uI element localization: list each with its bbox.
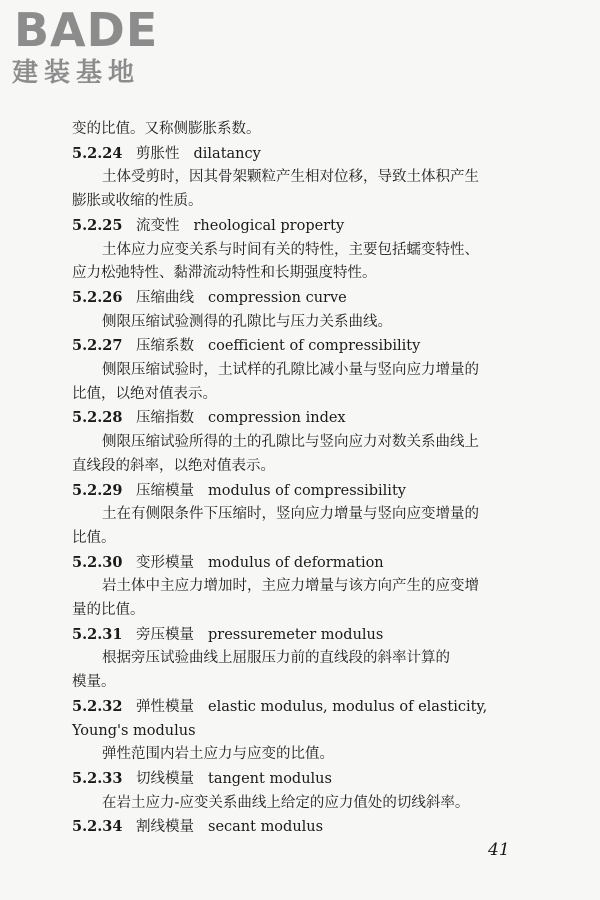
term-chinese: 流变性 — [136, 217, 180, 234]
body-text-line: 岩土体中主应力增加时，主应力增量与该方向产生的应变增 — [102, 578, 479, 595]
term-chinese: 变形模量 — [136, 554, 194, 571]
term-english: pressuremeter modulus — [208, 626, 384, 643]
clause-number: 5.2.33 — [72, 769, 123, 787]
term-chinese: 剪胀性 — [136, 145, 180, 162]
term-english: compression curve — [208, 289, 347, 306]
body-text-line: 模量。 — [72, 674, 116, 691]
clause-number: 5.2.25 — [72, 216, 123, 234]
page-number: 41 — [488, 840, 510, 860]
body-text-line: 量的比值。 — [72, 602, 145, 619]
term-english: dilatancy — [193, 145, 261, 162]
clause-number: 5.2.29 — [72, 481, 123, 499]
term-chinese: 旁压模量 — [136, 626, 194, 643]
clause-number: 5.2.28 — [72, 409, 123, 427]
term-english: elastic modulus, modulus of elasticity, — [208, 698, 488, 715]
term-chinese: 压缩系数 — [136, 338, 194, 355]
body-text-line: 比值。 — [72, 529, 116, 546]
clause-number: 5.2.30 — [72, 553, 123, 571]
body-text-line: 膨胀或收缩的性质。 — [72, 193, 203, 210]
body-text-line: 比值，以绝对值表示。 — [72, 385, 217, 402]
term-english: modulus of deformation — [208, 554, 384, 571]
logo — [8, 4, 178, 94]
logo-brand: BADE — [14, 3, 159, 57]
body-text-line: 土体应力应变关系与时间有关的特性，主要包括蠕变特性、 — [102, 241, 479, 258]
logo-subtitle: 建装基地 — [12, 58, 141, 88]
clause-number: 5.2.32 — [72, 697, 123, 715]
term-entry — [72, 479, 520, 504]
body-text-line: 根据旁压试验曲线上屈服压力前的直线段的斜率计算的 — [102, 650, 450, 667]
clause-number: 5.2.31 — [72, 625, 123, 643]
term-english: modulus of compressibility — [208, 482, 406, 499]
body-text-line: 侧限压缩试验所得的土的孔隙比与竖向应力对数关系曲线上 — [102, 434, 479, 451]
body-text-line: 土体受剪时，因其骨架颗粒产生相对位移，导致土体积产生 — [102, 169, 479, 186]
term-entry — [72, 695, 520, 720]
term-entry — [72, 334, 520, 359]
body-text-line: 侧限压缩试验时，土试样的孔隙比减小量与竖向应力增量的 — [102, 362, 479, 379]
term-english: tangent modulus — [208, 770, 332, 787]
term-entry — [72, 406, 520, 431]
term-entry — [72, 815, 520, 840]
term-chinese: 切线模量 — [136, 770, 194, 787]
term-english: coefficient of compressibility — [208, 338, 421, 355]
body-text-line: 变的比值。又称侧膨胀系数。 — [72, 121, 261, 137]
term-chinese: 割线模量 — [136, 819, 194, 836]
clause-number: 5.2.34 — [72, 818, 123, 836]
body-text-line: 弹性范围内岩土应力与应变的比值。 — [102, 746, 334, 763]
term-entry — [72, 142, 520, 167]
term-entry — [72, 214, 520, 239]
document-body — [72, 118, 520, 840]
clause-number: 5.2.26 — [72, 288, 123, 306]
body-text-line: Young's modulus — [72, 722, 196, 739]
term-english: secant modulus — [208, 819, 324, 836]
body-text-line: 直线段的斜率，以绝对值表示。 — [72, 457, 275, 474]
clause-number: 5.2.24 — [72, 144, 123, 162]
term-chinese: 压缩指数 — [136, 410, 194, 427]
term-entry — [72, 286, 520, 311]
term-chinese: 压缩模量 — [136, 482, 194, 499]
body-text-line: 应力松弛特性、黏滞流动特性和长期强度特性。 — [72, 265, 377, 282]
term-entry — [72, 767, 520, 792]
term-english: rheological property — [193, 217, 345, 234]
term-entry — [72, 623, 520, 648]
term-chinese: 弹性模量 — [136, 698, 194, 715]
term-chinese: 压缩曲线 — [136, 289, 194, 306]
body-text-line: 侧限压缩试验测得的孔隙比与压力关系曲线。 — [102, 313, 392, 330]
body-text-line: 土在有侧限条件下压缩时，竖向应力增量与竖向应变增量的 — [102, 506, 479, 523]
term-entry — [72, 551, 520, 576]
clause-number: 5.2.27 — [72, 337, 123, 355]
term-english: compression index — [208, 410, 346, 427]
body-text-line: 在岩土应力-应变关系曲线上给定的应力值处的切线斜率。 — [102, 794, 470, 811]
